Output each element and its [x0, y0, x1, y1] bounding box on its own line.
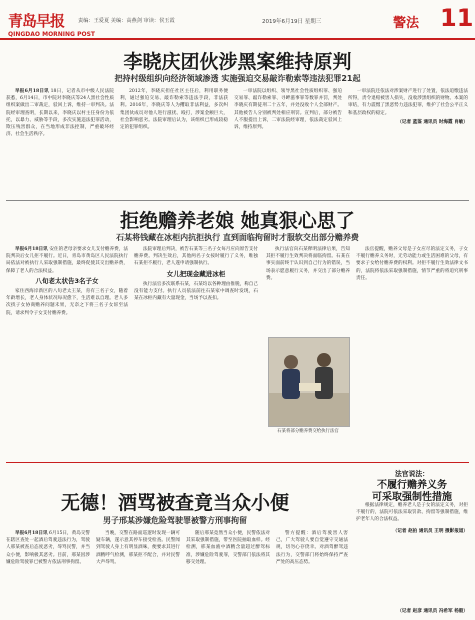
page-number: 11	[440, 4, 474, 32]
story3-column-3: 随后邢某竟然当众小便，民警依法对其采取强制措施，带至医院抽取血样。经检测，邢某血液中酒精含量超过醉驾标准，涉嫌危险驾驶罪，交警部门依法将其移交处理。	[186, 531, 270, 565]
story2-photo	[268, 337, 350, 427]
story1-column-1: 早报6月18日讯 18日，记者从市中级人民法院获悉，6月14日，市中院对李晓庆等24人黑社会性质组织案做出二审裁定，驳回上诉，维持一审判决。法院经审理查明，长期以来，李晓庆以村主任身份为依托，以暴力、威胁等手段，多次实施违法犯罪活动，欺压残害群众，在当地形成非法控制，严重破坏经济、社会生活秩序。	[6, 89, 114, 138]
story1-column-3: 一审法院以组织、领导黑社会性质组织罪、强迫交易罪、敲诈勒索罪、寻衅滋事罪等数罪并罚，判处李晓庆有期徒刑二十五年，并处没收个人全部财产。其他被告人分别被判处相应刑罚。宣判后，部分被告人不服提出上诉，二审法院经审理，依法裁定驳回上诉，维持原判。	[234, 89, 342, 131]
story1-headline: 李晓庆团伙涉黑案维持原判	[123, 51, 352, 73]
story2-column-1: 早报6月18日讯 安住的老母亲要求女儿支付赡养费，法院判决后女儿拒不履行。近日，青岛市黄岛区人民法院执行局依法对被执行人采取强制措施，最终促使其交出赡养费，保障了老人的合法权益。 八旬老太状告3名子女 家住西海岸新区的八旬老太王某，育有三名子女，随着年龄增长，老人身体状况每况愈下，生活难以自理。老人多次找子女协商赡养问题未果，无奈之下将三名子女诉至法院，请求判令子女支付赡养费。	[6, 247, 128, 316]
section-name: 警法	[393, 16, 420, 31]
story2-byline-wrap	[356, 502, 468, 534]
story2-photo-caption: 石某将部分赡养费交给执行法官	[277, 429, 339, 434]
sidebar-title: 不履行赡养义务 可采取强制性措施	[372, 480, 452, 503]
story3-column-1: 早报6月18日讯 6月15日，黄岛交警在辖区查处一起酒后驾驶违法行为，驾驶人邢某被查后态度恶劣，辱骂民警，并当众小便，影响极其恶劣。目前，邢某因涉嫌危险驾驶罪已被警方依法刑事拘留。	[6, 531, 90, 565]
law-sidebar	[356, 468, 468, 504]
story3-byline: （记者 赵彦 通讯员 冯希军 杨毅）	[397, 609, 468, 614]
separator-red	[6, 462, 469, 463]
story1-subhead: 把持村级组织向经济领域渗透 实施强迫交易敲诈勒索等违法犯罪21起	[114, 74, 361, 83]
story2-subhead: 石某将钱藏在冰柜内抗拒执行 直到面临拘留时才服软交出部分赡养费	[116, 233, 359, 242]
page-header	[0, 0, 475, 40]
separator	[6, 200, 469, 201]
story2-subsection-a: 八旬老太状告3名子女	[35, 276, 99, 285]
story2-column-4: 法官提醒，赡养父母是子女应尽的法定义务，子女不履行赡养义务时，无劳动能力或生活困难的父母，有要求子女给付赡养费的权利。对拒不履行生效法律文书的，法院将依法采取强制措施，情节严重的将追究刑事责任。	[356, 247, 468, 281]
newspaper-logo: 青岛早报 QINGDAO MORNING POST	[8, 12, 95, 38]
news-photo-image	[269, 338, 349, 426]
story1-column-4: 一审法院还依法对涉案财产进行了处置，依法追缴违法所得，责令退赔被害人损失，没收涉黑组织的财物。本案的审结，有力震慑了黑恶势力违法犯罪，维护了社会公平正义和基层政权的稳定。 （记者 蓝鉴 通讯员 时海霞 肖敏）	[348, 89, 468, 125]
story3-column-2: 当晚，交警在路面巡逻时发现一辆可疑车辆，遂示意其停车接受检查。民警闻到驾驶人身上有明显酒味，便要求其进行酒精呼气检测，邢某拒不配合，并对民警大声辱骂。	[96, 531, 180, 565]
story2-column-2: 法院审理后判决，被告石某等三名子女每月应向原告支付赡养费。判决生效后，其他两名子女按时履行了义务，唯独石某拒不履行，老人遂申请强制执行。 女儿把现金藏进冰柜 执行法官多次联系石某，石某均以各种理由推脱，称自己没有能力支付。执行人员依法前往石某家中调查时发现，石某在冰柜内藏有大量现金，当场予以查扣。	[134, 247, 258, 302]
story3-subhead: 男子邢某涉嫌危险驾驶罪被警方刑事拘留	[103, 516, 247, 525]
staff-credits: 责编：王爱夏 美编：高燕剑 审读：侯玉霞	[78, 18, 175, 24]
sidebar-label: 法官说法：	[395, 470, 429, 478]
story3-headline: 无德！酒骂被查竟当众小便	[60, 492, 289, 514]
story2-column-4-tail: 根据法律规定，赡养老人是子女的法定义务，对拒不履行的，法院可依法采取罚款、拘留等强制措施，维护老年人的合法权益。	[356, 503, 468, 523]
story3-column-4: 警方提醒：酒后驾驶害人害己，广大驾驶人要自觉遵守交通法规，切勿心存侥幸。对酒驾醉驾违法行为，交警部门将始终保持严查严处的高压态势。	[276, 531, 348, 565]
story1-column-2: 2012年，李晓庆担任社区主任后，利用职务便利，通过强迫交易、敲诈勒索等违法手段，非法获利。2016年，李晓庆等人为攫取非法利益，多次纠集团伙成员对他人进行滋扰、殴打，涉案金额巨大，社会影响恶劣。法院审理后认为，该组织已形成较稳定的犯罪组织。	[120, 89, 228, 131]
publication-date: 2019年6月19日 星期三	[262, 19, 322, 25]
story2-headline: 拒绝赡养老娘 她真狠心思了	[120, 210, 355, 232]
story2-byline: （记者 赵拍 通讯员 王明 摄影报道）	[392, 529, 468, 534]
story2-byline-box	[266, 438, 466, 458]
story2-subsection-b: 女儿把现金藏进冰柜	[166, 269, 226, 278]
story2-column-3: 执行法官向石某释明法律后果，告知其拒不履行生效判决将面临拘留。石某在事实面前终于认识到自己行为的错误，当场表示愿意履行义务，并交出了部分赡养费。	[266, 247, 350, 281]
story1-byline: （记者 蓝鉴 通讯员 时海霞 肖敏）	[397, 119, 468, 125]
